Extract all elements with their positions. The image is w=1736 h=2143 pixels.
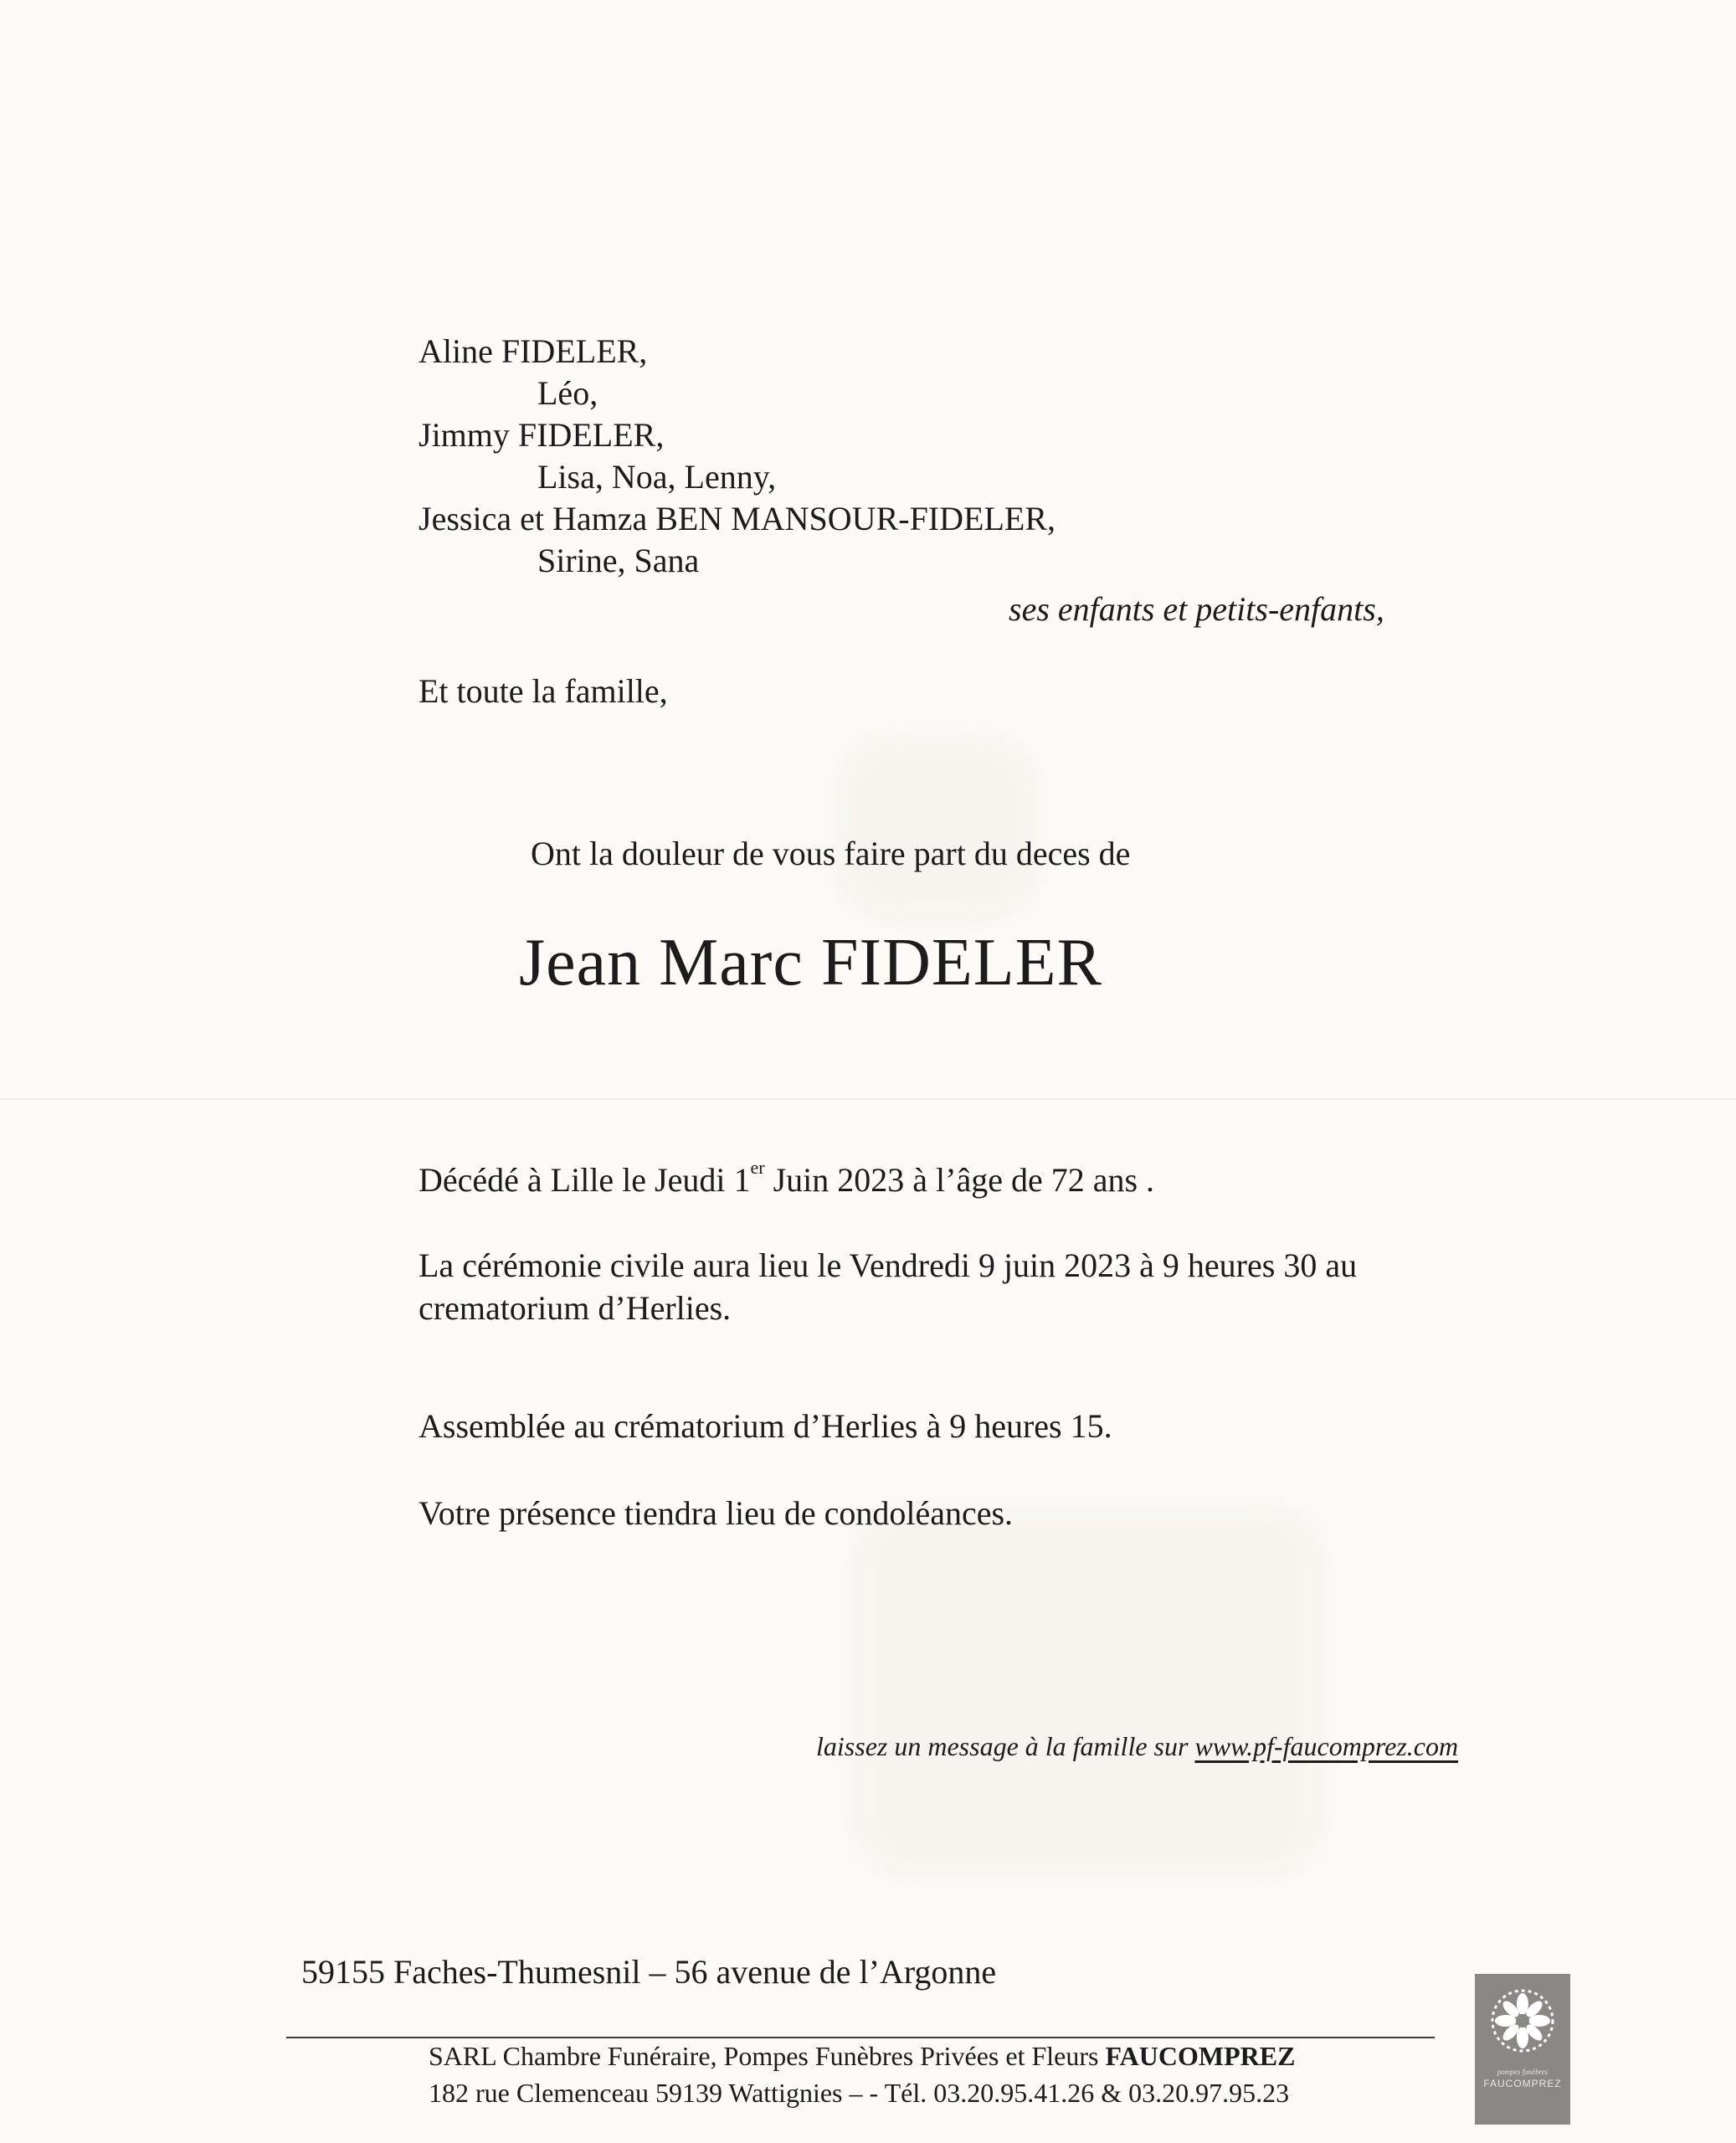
company-name: FAUCOMPREZ xyxy=(1105,2041,1296,2071)
family-line-aline: Aline FIDELER, xyxy=(419,332,648,370)
ordinal-suffix: er xyxy=(750,1157,765,1178)
assembly-line: Assemblée au crématorium d’Herlies à 9 heures 15. xyxy=(419,1407,1112,1445)
funeral-home-address: 59155 Faches-Thumesnil – 56 avenue de l’Argonne xyxy=(301,1953,997,1991)
all-family-line: Et toute la famille, xyxy=(419,672,668,710)
family-line-leo: Léo, xyxy=(537,374,598,412)
ceremony-line-2: crematorium d’Herlies. xyxy=(419,1289,732,1327)
logo-caption xyxy=(1475,2068,1570,2089)
deceased-name: Jean Marc FIDELER xyxy=(519,926,1102,1000)
message-line xyxy=(816,1733,1458,1760)
death-notice-rest: Juin 2023 à l’âge de 72 ans . xyxy=(764,1161,1155,1199)
logo-caption-name: FAUCOMPREZ xyxy=(1483,2078,1562,2089)
background-photo-shadow xyxy=(837,737,1038,921)
card-fold-line xyxy=(0,1098,1736,1101)
company-line xyxy=(429,2043,1295,2069)
flower-emblem-icon xyxy=(1487,1986,1558,2056)
company-contact: 182 rue Clemenceau 59139 Wattignies – - Tél. 03.20.95.41.26 & 03.20.97.95.23 xyxy=(429,2078,1290,2108)
message-text: laissez un message à la famille sur xyxy=(816,1731,1195,1761)
announcement-intro: Ont la douleur de vous faire part du deces de xyxy=(531,835,1131,872)
death-notice xyxy=(419,1157,1155,1199)
company-description: SARL Chambre Funéraire, Pompes Funèbres Privées et Fleurs xyxy=(429,2041,1106,2071)
website-link[interactable]: www.pf-faucomprez.com xyxy=(1194,1731,1459,1761)
footer-divider xyxy=(286,2037,1435,2038)
family-relation: ses enfants et petits-enfants, xyxy=(1009,590,1384,628)
family-line-jessica-hamza: Jessica et Hamza BEN MANSOUR-FIDELER, xyxy=(419,500,1055,537)
ceremony-line-1: La cérémonie civile aura lieu le Vendredi 9 juin 2023 à 9 heures 30 au xyxy=(419,1246,1358,1284)
condolences-line: Votre présence tiendra lieu de condoléances. xyxy=(419,1494,1014,1532)
death-notice-text: Décédé à Lille le Jeudi 1 xyxy=(419,1161,751,1199)
company-logo xyxy=(1475,1974,1570,2125)
family-line-sirine-sana: Sirine, Sana xyxy=(537,542,700,579)
family-line-jimmy: Jimmy FIDELER, xyxy=(419,416,665,454)
family-line-lisa-noa-lenny: Lisa, Noa, Lenny, xyxy=(537,458,777,496)
background-photo-shadow xyxy=(854,1507,1323,1875)
logo-caption-small: pompes funèbres xyxy=(1497,2068,1549,2076)
